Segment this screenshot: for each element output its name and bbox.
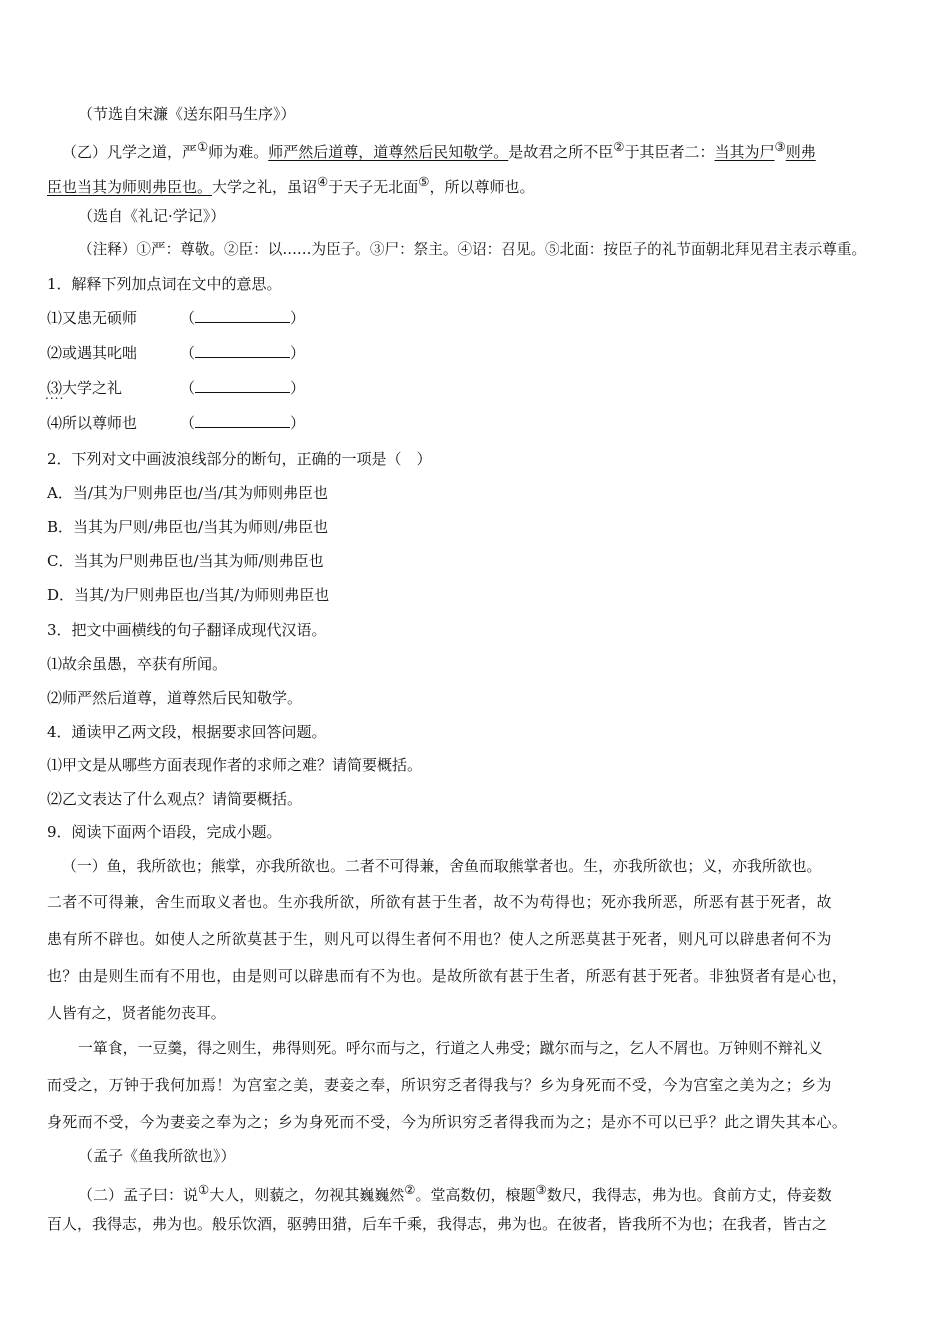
- question-1-item-4: ⑷所以尊师也 （ ）: [47, 414, 306, 432]
- footnote-marker: ①: [197, 139, 209, 154]
- yi-text: 于其臣者二：: [624, 143, 715, 161]
- yi-text: 师为难。: [208, 143, 269, 161]
- yi-text: 大学之礼，虽诏: [212, 178, 318, 196]
- question-2-option-a[interactable]: A．当/其为尸则弗臣也/当/其为师则弗臣也: [47, 484, 328, 502]
- question-1-stem: 1．解释下列加点词在文中的意思。: [47, 275, 282, 293]
- question-2-stem: 2．下列对文中画波浪线部分的断句，正确的一项是（ ）: [47, 450, 432, 468]
- footnote-marker: ⑤: [418, 174, 430, 189]
- passage-3-line-1: （二）孟子曰：说①大人，则藐之，勿视其巍巍然②。堂高数仞，榱题③数尺，我得志，弗为也。食前方丈，侍妾数: [78, 1182, 832, 1204]
- notes-line: （注释）①严：尊敬。②臣：以……为臣子。③尸：祭主。④诏：召见。⑤北面：按臣子的礼节面朝北拜见君主表示尊重。: [78, 241, 867, 258]
- footnote-marker: ③: [535, 1182, 547, 1197]
- wavy-underlined-text: 臣也当其为师则弗臣也。: [47, 178, 213, 196]
- yi-text: 是故君之所不臣: [508, 143, 614, 161]
- yi-text: （乙）凡学之道，严: [62, 143, 198, 161]
- passage-2-line-3: 身死而不受，今为妻妾之奉为之；乡为身死而不受，今为所识穷乏者得我而为之；是亦不可以已乎？此之谓失其本心。: [47, 1113, 848, 1131]
- passage-1-line-3: 患有所不辟也。如使人之所欲莫甚于生，则凡可以得生者何不用也？使人之所恶莫甚于死者，则凡可以辟患者何不为: [47, 930, 832, 948]
- passage-1-line-5: 人皆有之，贤者能勿丧耳。: [47, 1004, 226, 1022]
- question-3-stem: 3．把文中画横线的句子翻译成现代汉语。: [47, 621, 327, 639]
- passage-1-line-4: 也？由是则生而有不用也，由是则可以辟患而有不为也。是故所欲有甚于生者，所恶有甚于死者。非独贤者有是心也，: [47, 967, 848, 985]
- footnote-marker: ②: [613, 139, 625, 154]
- question-3-item-1: ⑴故余虽愚，卒获有所闻。: [47, 655, 228, 673]
- question-9-stem: 9．阅读下面两个语段，完成小题。: [47, 823, 282, 841]
- underlined-sentence: 师严然后道尊，道尊然后民知敬学。: [268, 143, 509, 161]
- footnote-marker: ②: [404, 1182, 416, 1197]
- passage-yi-line-1: [62, 137, 816, 162]
- passage-2-line-1: 一箪食，一豆羹，得之则生，弗得则死。呼尔而与之，行道之人弗受；蹴尔而与之，乞人不屑也。万钟则不辩礼义: [78, 1039, 823, 1057]
- question-3-item-2: ⑵师严然后道尊，道尊然后民知敬学。: [47, 689, 303, 707]
- footnote-marker: ③: [774, 139, 786, 154]
- question-1-item-1: ⑴又患无硕师 （ ）: [47, 309, 306, 327]
- passage-1-line-2: 二者不可得兼，舍生而取义者也。生亦我所欲，所欲有甚于生者，故不为苟得也；死亦我所恶，所恶有甚于死者，故: [47, 893, 832, 911]
- answer-blank[interactable]: [195, 343, 290, 358]
- passage-3-line-2: 百人，我得志，弗为也。般乐饮酒，驱骋田猎，后车千乘，我得志，弗为也。在彼者，皆我所不为也；在我者，皆古之: [47, 1215, 828, 1233]
- question-2-option-c[interactable]: C．当其为尸则弗臣也/当其为师/则弗臣也: [47, 552, 324, 570]
- source-line-3: （孟子《鱼我所欲也》）: [78, 1147, 236, 1165]
- footnote-marker: ①: [198, 1182, 210, 1197]
- question-1-item-3: ⑶大学之礼 .... （ ）: [47, 378, 305, 398]
- answer-blank[interactable]: [195, 413, 290, 428]
- answer-blank[interactable]: [195, 378, 290, 393]
- answer-blank[interactable]: [195, 308, 290, 323]
- source-line-1: （节选自宋濂《送东阳马生序》）: [78, 105, 296, 123]
- yi-text: ，所以尊师也。: [429, 178, 535, 196]
- question-4-item-1: ⑴甲文是从哪些方面表现作者的求师之难？请简要概括。: [47, 756, 423, 774]
- question-4-stem: 4．通读甲乙两文段，根据要求回答问题。: [47, 723, 327, 741]
- question-2-option-d[interactable]: D．当其/为尸则弗臣也/当其/为师则弗臣也: [47, 586, 330, 604]
- yi-text: 于天子无北面: [328, 178, 419, 196]
- source-line-2: （选自《礼记·学记》）: [78, 207, 226, 225]
- wavy-underlined-text: 当其为尸: [714, 143, 775, 161]
- question-4-item-2: ⑵乙文表达了什么观点？请简要概括。: [47, 790, 303, 808]
- wavy-underlined-text: 则弗: [785, 143, 816, 161]
- passage-yi-line-2: [47, 172, 535, 197]
- question-2-option-b[interactable]: B．当其为尸则/弗臣也/当其为师则/弗臣也: [47, 518, 329, 536]
- passage-2-line-2: 而受之，万钟于我何加焉！为宫室之美，妻妾之奉，所识穷乏者得我与？乡为身死而不受，今为宫室之美为之；乡为: [47, 1076, 832, 1094]
- footnote-marker: ④: [317, 174, 329, 189]
- passage-1-line-1: （一）鱼，我所欲也；熊掌，亦我所欲也。二者不可得兼，舍鱼而取熊掌者也。生，亦我所欲也；义，亦我所欲也。: [62, 857, 822, 875]
- question-1-item-2: ⑵或遇其叱咄 （ ）: [47, 344, 306, 362]
